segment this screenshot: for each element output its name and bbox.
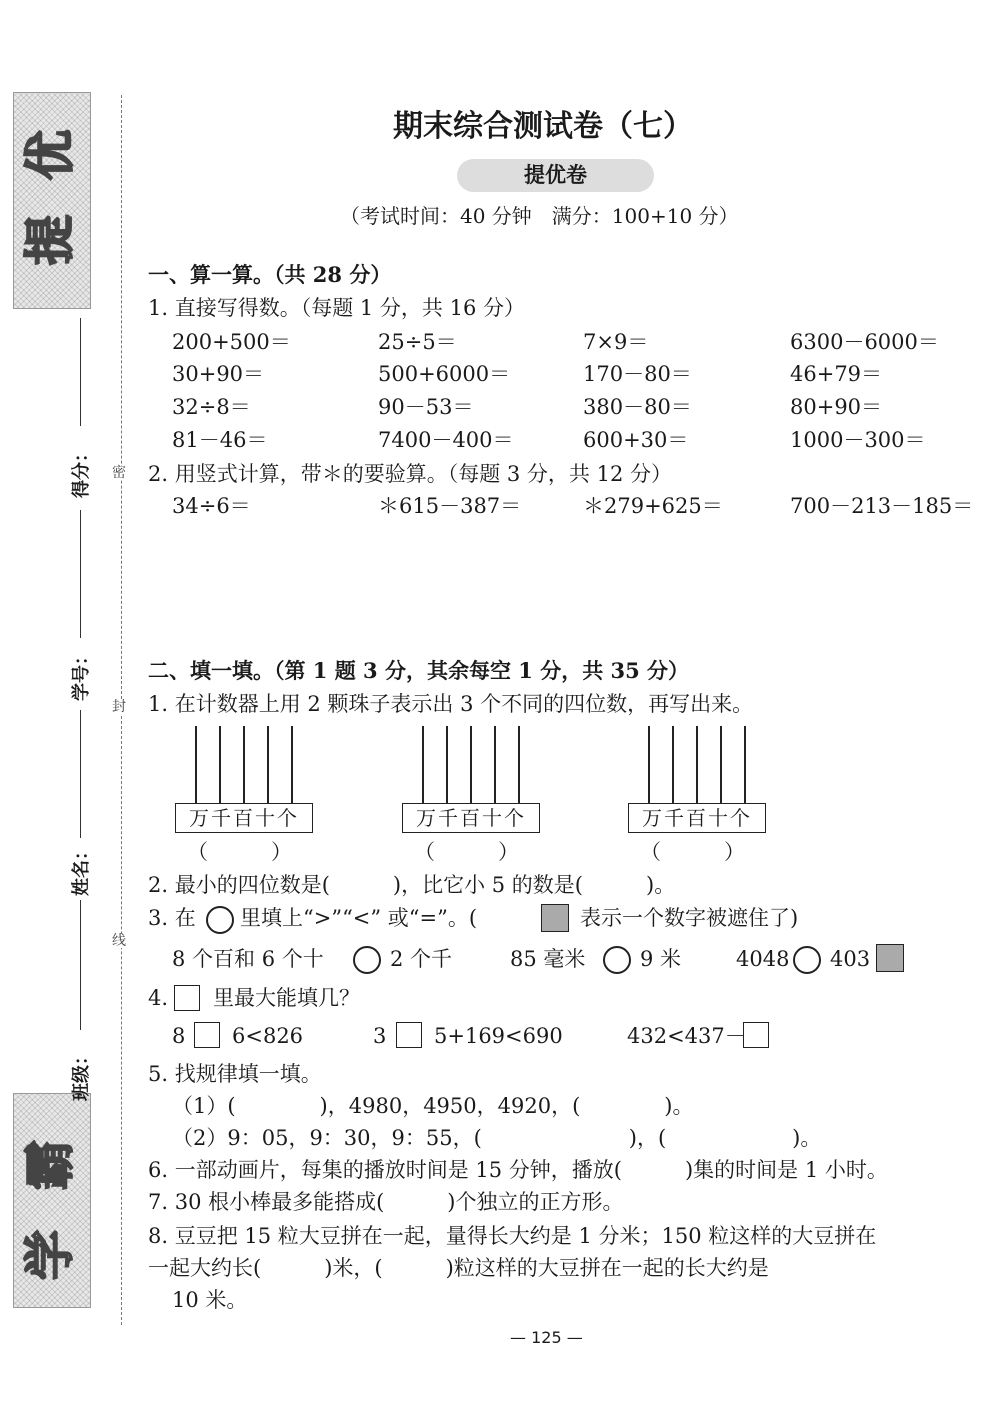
fill-2-b: 5+169<690 xyxy=(434,1024,563,1048)
mental-item: 380－80＝ xyxy=(583,395,692,419)
mental-item: 32÷8＝ xyxy=(172,395,251,419)
side-line-2 xyxy=(80,510,81,638)
s2-q7: 7. 30 根小棒最多能搭成( )个独立的正方形。 xyxy=(148,1190,624,1214)
s2-q1: 1. 在计数器上用 2 颗珠子表示出 3 个不同的四位数，再写出来。 xyxy=(148,692,754,716)
abacus-rod xyxy=(720,726,722,804)
s2-q8-line2: 一起大约长( )米，( )粒这样的大豆拼在一起的长大约是 xyxy=(148,1256,769,1280)
mental-item: 500+6000＝ xyxy=(378,362,511,386)
page-title: 期末综合测试卷（七） xyxy=(393,109,693,144)
mental-item: 170－80＝ xyxy=(583,362,692,386)
section-2-heading: 二、填一填。（第 1 题 3 分，其余每空 1 分，共 35 分） xyxy=(148,658,690,683)
s2-q4: 里最大能填几？ xyxy=(213,986,360,1010)
s2-q3-c: 表示一个数字被遮住了) xyxy=(580,906,799,930)
s2-q3-a: 3. 在 xyxy=(148,906,196,930)
label-score: 得分： xyxy=(71,444,92,498)
q4-box-icon xyxy=(174,985,200,1011)
side-char-bottom-2: 霸 xyxy=(21,1140,79,1190)
abacus-rod xyxy=(696,726,698,804)
abacus-rod xyxy=(494,726,496,804)
fill-1-a: 8 xyxy=(172,1024,186,1048)
abacus-rod xyxy=(422,726,424,804)
fill-3-a: 432<437－ xyxy=(627,1024,746,1048)
abacus-answer-3[interactable]: （ ） xyxy=(640,840,745,864)
vertical-3: ＊279+625＝ xyxy=(583,494,723,518)
abacus-place-labels: 万千百十个 xyxy=(175,803,313,833)
cmp-2-left: 85 毫米 xyxy=(510,947,586,971)
s2-q5: 5. 找规律填一填。 xyxy=(148,1062,322,1086)
side-banner-top xyxy=(13,92,91,309)
side-line-4 xyxy=(80,900,81,1030)
hidden-digit-icon xyxy=(541,904,569,932)
s1-q1: 1. 直接写得数。（每题 1 分，共 16 分） xyxy=(148,296,525,320)
s2-q6: 6. 一部动画片，每集的播放时间是 15 分钟，播放( )集的时间是 1 小时。 xyxy=(148,1158,888,1182)
fill-3-box[interactable] xyxy=(743,1022,769,1048)
s1-q2: 2. 用竖式计算，带＊的要验算。（每题 3 分，共 12 分） xyxy=(148,462,672,486)
mental-item: 81－46＝ xyxy=(172,428,268,452)
seal-char-xian: 线 xyxy=(112,933,126,949)
abacus-rod xyxy=(267,726,269,804)
fill-1-box[interactable] xyxy=(194,1022,220,1048)
side-char-top-1: 提 xyxy=(21,215,79,265)
mental-item: 30+90＝ xyxy=(172,362,265,386)
s2-q4-num: 4. xyxy=(148,986,169,1010)
side-line-3 xyxy=(80,710,81,838)
abacus-rod xyxy=(195,726,197,804)
abacus-rod xyxy=(243,726,245,804)
mental-item: 80+90＝ xyxy=(790,395,883,419)
abacus-rod xyxy=(648,726,650,804)
abacus-rod xyxy=(518,726,520,804)
abacus-rod xyxy=(744,726,746,804)
s2-q3-b: 里填上“>”“<” 或“=”。( xyxy=(240,906,478,930)
mental-item: 600+30＝ xyxy=(583,428,689,452)
fill-1-b: 6<826 xyxy=(232,1024,304,1048)
cmp-3-right: 403 xyxy=(830,947,871,971)
badge: 提优卷 xyxy=(457,159,654,192)
label-class: 班级： xyxy=(71,1047,92,1101)
vertical-1: 34÷6＝ xyxy=(172,494,251,518)
abacus-rod xyxy=(672,726,674,804)
s2-q5-2: （2）9：05，9：30，9：55，( )，( )。 xyxy=(172,1126,822,1150)
mental-item: 7×9＝ xyxy=(583,330,649,354)
side-char-bottom-1: 学 xyxy=(21,1230,79,1280)
side-line-1 xyxy=(80,318,81,426)
fill-2-box[interactable] xyxy=(396,1022,422,1048)
s2-q2: 2. 最小的四位数是( )，比它小 5 的数是( )。 xyxy=(148,873,676,897)
seal-char-feng: 封 xyxy=(112,699,126,715)
label-name: 姓名： xyxy=(71,842,92,896)
fill-2-a: 3 xyxy=(373,1024,387,1048)
abacus-answer-2[interactable]: （ ） xyxy=(414,840,519,864)
side-char-top-2: 优 xyxy=(21,130,79,180)
cmp-3-left: 4048 xyxy=(736,947,790,971)
vertical-4: 700－213－185＝ xyxy=(790,494,974,518)
abacus-answer-1[interactable]: （ ） xyxy=(187,840,292,864)
mental-item: 6300－6000＝ xyxy=(790,330,939,354)
s2-q5-1: （1）( )，4980，4950，4920，( )。 xyxy=(172,1094,694,1118)
seal-char-mi: 密 xyxy=(112,465,126,481)
cmp-1-right: 2 个千 xyxy=(390,947,453,971)
cmp-1-left: 8 个百和 6 个十 xyxy=(172,947,324,971)
abacus-place-labels: 万千百十个 xyxy=(402,803,540,833)
mental-item: 200+500＝ xyxy=(172,330,291,354)
cmp-2-right: 9 米 xyxy=(640,947,682,971)
cmp-2-circle[interactable] xyxy=(603,946,631,974)
vertical-2: ＊615－387＝ xyxy=(378,494,522,518)
cmp-3-hidden-digit xyxy=(876,944,904,972)
s2-q8-line3: 10 米。 xyxy=(172,1288,248,1312)
abacus-rod xyxy=(446,726,448,804)
label-student-id: 学号： xyxy=(71,647,92,701)
mental-item: 25÷5＝ xyxy=(378,330,457,354)
abacus-rod xyxy=(470,726,472,804)
section-1-heading: 一、算一算。（共 28 分） xyxy=(148,262,392,287)
abacus-rod xyxy=(219,726,221,804)
cmp-3-circle[interactable] xyxy=(793,946,821,974)
mental-item: 7400－400＝ xyxy=(378,428,514,452)
compare-circle-icon xyxy=(206,906,234,934)
mental-item: 1000－300＝ xyxy=(790,428,926,452)
mental-item: 46+79＝ xyxy=(790,362,883,386)
exam-info: （考试时间：40 分钟 满分：100+10 分） xyxy=(340,204,739,228)
cmp-1-circle[interactable] xyxy=(353,946,381,974)
s2-q8-line1: 8. 豆豆把 15 粒大豆拼在一起，量得长大约是 1 分米；150 粒这样的大豆拼在 xyxy=(148,1224,877,1248)
abacus-place-labels: 万千百十个 xyxy=(628,803,766,833)
mental-item: 90－53＝ xyxy=(378,395,474,419)
abacus-rod xyxy=(291,726,293,804)
page-number: — 125 — xyxy=(510,1328,583,1347)
